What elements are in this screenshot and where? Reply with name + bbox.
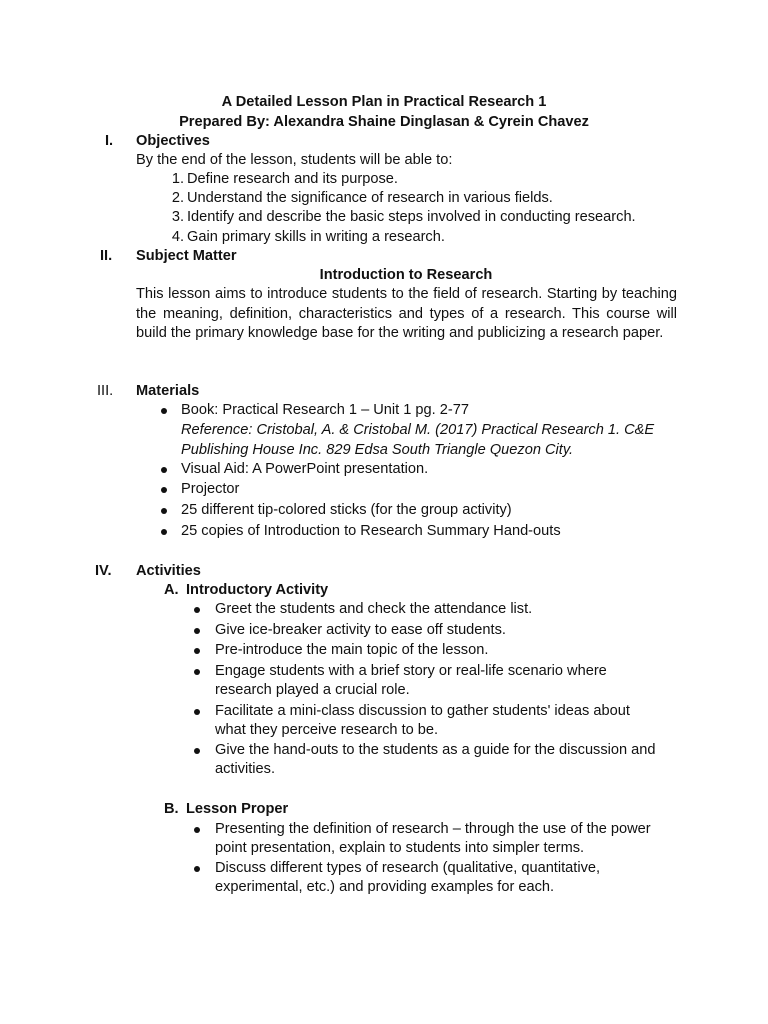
section-numeral: I.: [105, 133, 114, 149]
bullet-icon: [194, 669, 200, 675]
bullet-icon: [194, 607, 200, 613]
list-item: Discuss different types of research (qualitative, quantitative, experimental, etc.) and providing examples for each.: [0, 859, 768, 899]
bullet-icon: [161, 487, 167, 493]
list-item: Give ice-breaker activity to ease off students.: [0, 621, 768, 641]
bullet-icon: [161, 529, 167, 535]
subsection-heading: A. Introductory Activity: [164, 582, 329, 598]
list-item: 1. Define research and its purpose.: [171, 171, 398, 187]
list-item: 3. Identify and describe the basic steps involved in conducting research.: [171, 209, 636, 225]
bullet-icon: [194, 628, 200, 634]
list-item: Book: Practical Research 1 – Unit 1 pg. 2-77 Reference: Cristobal, A. & Cristobal M. (2017) Practical Research 1. C&E Publishing House Inc. 829 Edsa South Triangle Quezon City.: [0, 401, 768, 461]
bullet-icon: [194, 866, 200, 872]
section-heading: Materials: [136, 383, 200, 399]
section-numeral: IV.: [95, 563, 112, 579]
section-numeral: II.: [100, 248, 113, 264]
list-item: 25 different tip-colored sticks (for the group activity): [0, 501, 768, 521]
list-item: Visual Aid: A PowerPoint presentation.: [0, 460, 768, 480]
bullet-icon: [194, 827, 200, 833]
document-authors: Prepared By: Alexandra Shaine Dinglasan & Cyrein Chavez: [179, 114, 589, 130]
section-subject-header: [0, 246, 768, 266]
list-item: Presenting the definition of research – through the use of the power point presentation, explain to students into simpler terms.: [0, 820, 768, 860]
section-heading: Objectives: [136, 133, 210, 149]
list-item: 4. Gain primary skills in writing a research.: [171, 229, 445, 245]
subject-topic: Introduction to Research: [319, 267, 493, 283]
section-heading: Subject Matter: [136, 248, 237, 264]
list-item: Facilitate a mini-class discussion to gather students' ideas about what they perceive research to be.: [0, 702, 768, 742]
bullet-icon: [194, 648, 200, 654]
list-item: 25 copies of Introduction to Research Summary Hand-outs: [0, 522, 768, 542]
subject-description: This lesson aims to introduce students to the field of research. Starting by teaching the meaning, definition, characteristics and types of a research. This course will build the primary knowledge base for the writing and publicizing a research paper.: [136, 286, 677, 341]
list-item: Give the hand-outs to the students as a guide for the discussion and activities.: [0, 741, 768, 781]
bullet-icon: [161, 467, 167, 473]
list-item: Engage students with a brief story or real-life scenario where research played a crucial role.: [0, 662, 768, 702]
list-item: Projector: [0, 480, 768, 500]
subsection-heading: B. Lesson Proper: [164, 801, 289, 817]
bullet-icon: [161, 508, 167, 514]
reference-text: Reference: Cristobal, A. & Cristobal M. (2017) Practical Research 1. C&E: [181, 422, 655, 438]
document-title: A Detailed Lesson Plan in Practical Research 1: [221, 94, 547, 110]
list-item: Pre-introduce the main topic of the lesson.: [0, 641, 768, 661]
objectives-intro: By the end of the lesson, students will be able to:: [136, 152, 453, 168]
section-heading: Activities: [136, 563, 201, 579]
section-numeral: III.: [97, 383, 114, 399]
section-materials-header: [0, 381, 768, 401]
bullet-icon: [194, 709, 200, 715]
section-objectives-header: [0, 131, 768, 151]
section-activities-header: [0, 561, 768, 581]
bullet-icon: [194, 748, 200, 754]
list-item: Greet the students and check the attendance list.: [0, 600, 768, 620]
reference-text: Publishing House Inc. 829 Edsa South Triangle Quezon City.: [181, 442, 574, 458]
list-item: 2. Understand the significance of research in various fields.: [171, 190, 553, 206]
bullet-icon: [161, 408, 167, 414]
